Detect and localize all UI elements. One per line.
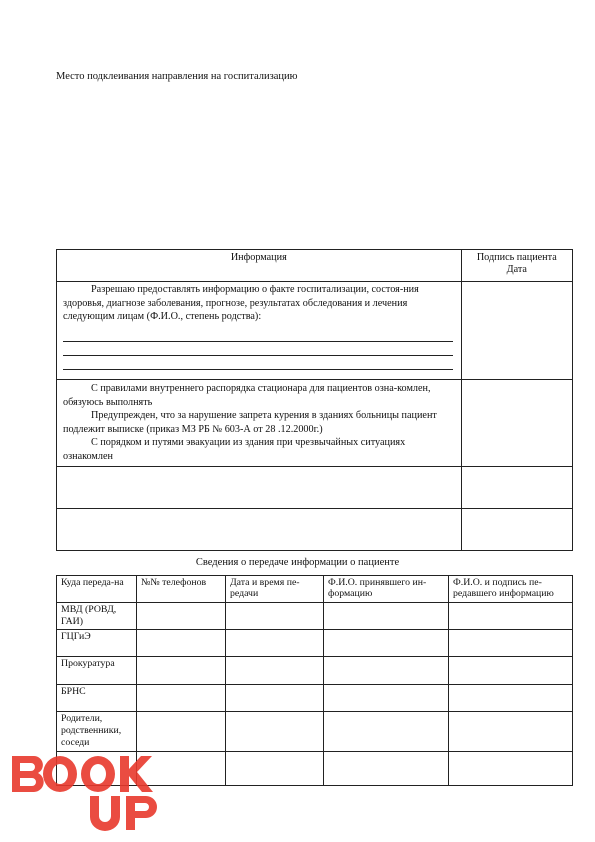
rules-signature-cell[interactable] [461, 380, 572, 467]
receiver-name-cell[interactable] [324, 603, 449, 630]
sender-name-cell[interactable] [449, 630, 573, 657]
table-row [57, 657, 573, 685]
contact-write-line[interactable] [63, 342, 453, 356]
datetime-cell[interactable] [226, 712, 324, 752]
table-row [57, 630, 573, 657]
consent-text: Разрешаю предоставлять информацию о факте госпитализации, состоя-ния здоровья, диагнозе заболевания, прогнозе, результатах обследования и лечения следующим лицам (Ф.И.О., степень родства): [63, 284, 419, 322]
datetime-column-header: Дата и время пе-редачи [226, 576, 324, 603]
receiver-name-cell[interactable] [324, 657, 449, 685]
rules-row [57, 380, 573, 467]
recipient-column-header: Куда переда-на [57, 576, 137, 603]
phone-cell[interactable] [137, 603, 226, 630]
evacuation-text: С порядком и путями эвакуации из здания при чрезвычайных ситуациях ознакомлен [63, 437, 406, 462]
blank-info-cell[interactable] [57, 509, 462, 551]
receiver-name-cell[interactable] [324, 752, 449, 786]
phone-cell[interactable] [137, 630, 226, 657]
recipient-cell: МВД (РОВД, ГАИ) [57, 603, 137, 630]
datetime-cell[interactable] [226, 752, 324, 786]
hospitalization-referral-glue-label: Место подклеивания направления на госпитализацию [56, 71, 298, 82]
table-row [57, 712, 573, 752]
signature-column-header [461, 250, 572, 282]
sender-name-cell[interactable] [449, 657, 573, 685]
sender-name-cell[interactable] [449, 603, 573, 630]
phone-cell[interactable] [137, 712, 226, 752]
date-header-label: Дата [506, 264, 527, 275]
receiver-name-cell[interactable] [324, 630, 449, 657]
table-row [57, 603, 573, 630]
info-table-header-row [57, 250, 573, 282]
blank-info-cell[interactable] [57, 467, 462, 509]
consent-row [57, 282, 573, 380]
receiver-name-column-header: Ф.И.О. принявшего ин-формацию [324, 576, 449, 603]
sender-name-cell[interactable] [449, 752, 573, 786]
recipient-cell: ГЦГиЭ [57, 630, 137, 657]
datetime-cell[interactable] [226, 630, 324, 657]
transfer-header-row [57, 576, 573, 603]
sender-name-cell[interactable] [449, 712, 573, 752]
datetime-cell[interactable] [226, 603, 324, 630]
consent-cell [57, 282, 462, 380]
blank-row [57, 467, 573, 509]
transfer-section-title: Сведения о передаче информации о пациенте [195, 557, 400, 568]
contact-write-line[interactable] [63, 356, 453, 370]
information-consent-table [56, 249, 573, 551]
book-up-watermark-logo [8, 752, 168, 832]
consent-signature-cell[interactable] [461, 282, 572, 380]
receiver-name-cell[interactable] [324, 685, 449, 712]
phone-cell[interactable] [137, 657, 226, 685]
receiver-name-cell[interactable] [324, 712, 449, 752]
info-column-header: Информация [57, 250, 462, 282]
contact-write-line[interactable] [63, 328, 453, 342]
phone-cell[interactable] [137, 685, 226, 712]
blank-signature-cell[interactable] [461, 467, 572, 509]
datetime-cell[interactable] [226, 657, 324, 685]
hospital-rules-text: С правилами внутреннего распорядка стационара для пациентов озна-комлен, обязуюсь выполнять [63, 383, 431, 408]
signature-header-label: Подпись пациента [476, 252, 557, 263]
table-row [57, 685, 573, 712]
recipient-cell: Прокуратура [57, 657, 137, 685]
phone-column-header: №№ телефонов [137, 576, 226, 603]
recipient-cell: БРНС [57, 685, 137, 712]
rules-cell [57, 380, 462, 467]
recipient-cell: Родители, родственники, соседи [57, 712, 137, 752]
sender-name-cell[interactable] [449, 685, 573, 712]
blank-signature-cell[interactable] [461, 509, 572, 551]
sender-name-column-header: Ф.И.О. и подпись пе-редавшего информацию [449, 576, 573, 603]
datetime-cell[interactable] [226, 685, 324, 712]
smoking-ban-text: Предупрежден, что за нарушение запрета курения в зданиях больницы пациент подлежит выписке (приказ МЗ РБ № 603-А от 28 .12.2000г.) [63, 410, 437, 435]
blank-row [57, 509, 573, 551]
